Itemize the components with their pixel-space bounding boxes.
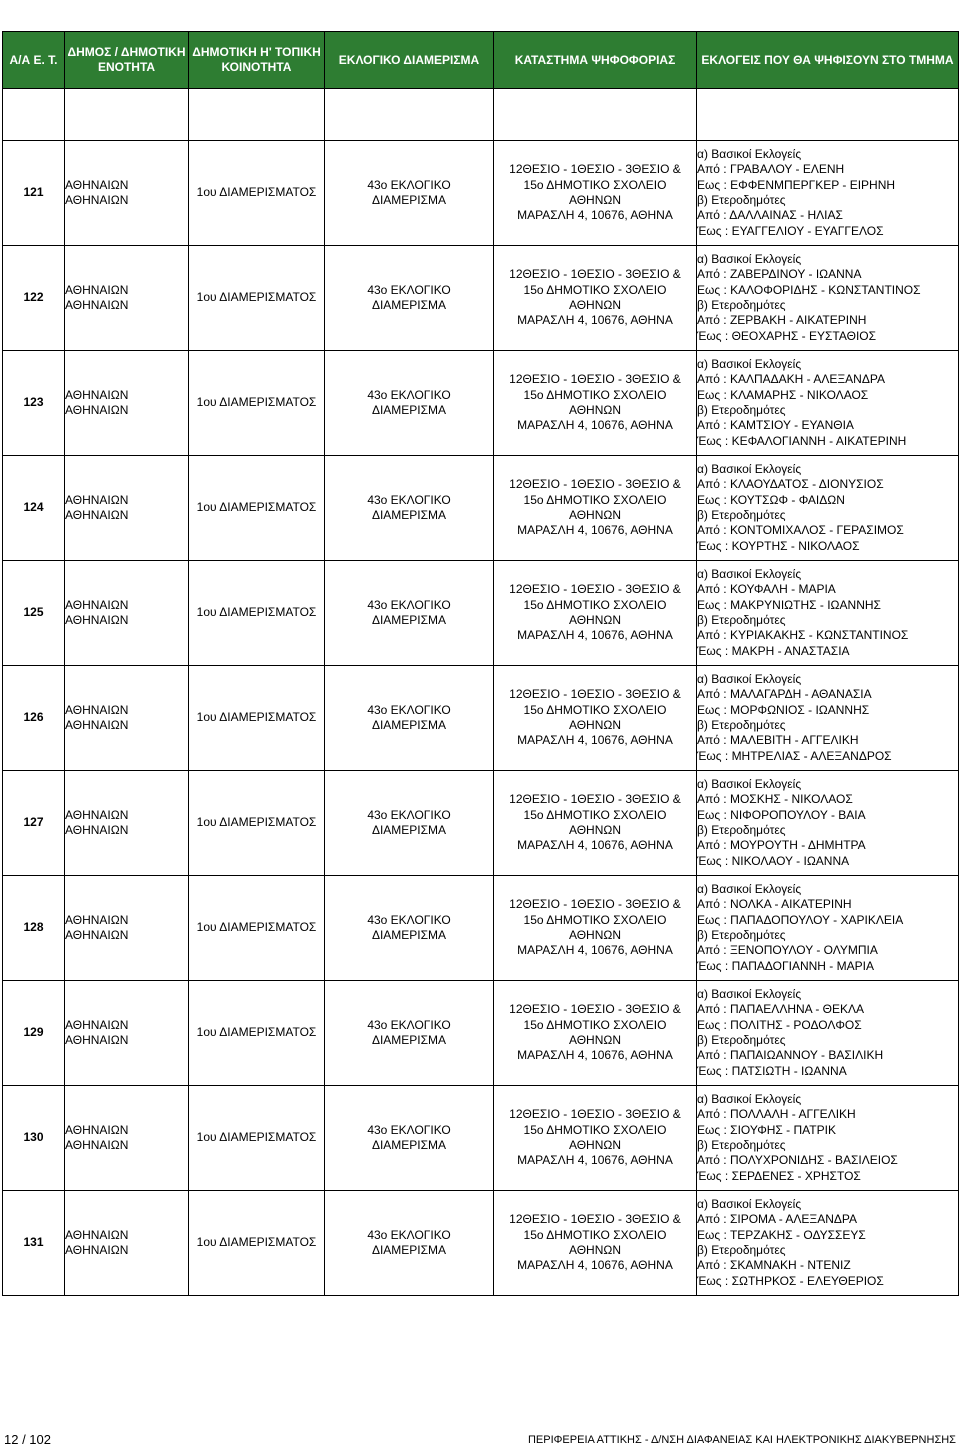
municipal-unit-name: ΑΘΗΝΑΙΩΝ	[65, 508, 129, 522]
voters-basic-to: Εως : ΤΕΡΖΑΚΗΣ - ΟΔΥΣΣΕΥΣ	[697, 1227, 866, 1242]
voters-cell	[697, 981, 959, 1086]
voters-other-label: β) Ετεροδημότες	[697, 928, 786, 942]
store-address: ΜΑΡΑΣΛΗ 4, 10676, ΑΘΗΝΑ	[517, 733, 673, 748]
community-cell: 1ου ΔΙΑΜΕΡΙΣΜΑΤΟΣ	[189, 981, 325, 1086]
store-line-2: 15ο ΔΗΜΟΤΙΚΟ ΣΧΟΛΕΙΟ	[523, 177, 667, 192]
store-line-1: 12ΘΕΣΙΟ - 1ΘΕΣΙΟ - 3ΘΕΣΙΟ &	[509, 1212, 681, 1227]
voters-basic-to: Εως : ΜΑΚΡΥΝΙΩΤΗΣ - ΙΩΑΝΝΗΣ	[697, 597, 881, 612]
table-row	[3, 771, 959, 876]
district-line-2: ΔΙΑΜΕΡΙΣΜΑ	[371, 1138, 447, 1152]
voters-other-from: Από : ΞΕΝΟΠΟΥΛΟΥ - ΟΛΥΜΠΙΑ	[697, 943, 878, 958]
voters-basic-from: Από : ΣΙΡΟΜΑ - ΑΛΕΞΑΝΔΡΑ	[697, 1212, 858, 1227]
spacer-cell	[65, 89, 189, 141]
voters-basic-label: α) Βασικοί Εκλογείς	[697, 146, 802, 161]
voters-basic-from: Από : ΓΡΑΒΑΛΟΥ - ΕΛΕΝΗ	[697, 162, 845, 177]
voters-other-to: Έως : ΠΑΠΑΔΟΓΙΑΝΝΗ - ΜΑΡΙΑ	[697, 958, 874, 973]
store-line-3: ΑΘΗΝΩΝ	[568, 298, 622, 312]
municipality-name: ΑΘΗΝΑΙΩΝ	[65, 387, 129, 402]
row-number: 128	[3, 876, 65, 981]
store-line-1: 12ΘΕΣΙΟ - 1ΘΕΣΙΟ - 3ΘΕΣΙΟ &	[509, 1107, 681, 1122]
store-line-2: 15ο ΔΗΜΟΤΙΚΟ ΣΧΟΛΕΙΟ	[523, 387, 667, 402]
row-number: 124	[3, 456, 65, 561]
voters-other-to: Έως : ΝΙΚΟΛΑΟΥ - ΙΩΑΝΝΑ	[697, 853, 850, 868]
voters-basic-to: Εως : ΚΛΑΜΑΡΗΣ - ΝΙΚΟΛΑΟΣ	[697, 387, 869, 402]
community-cell: 1ου ΔΙΑΜΕΡΙΣΜΑΤΟΣ	[189, 876, 325, 981]
voters-other-to: Έως : ΠΑΤΣΙΩΤΗ - ΙΩΑΝΝΑ	[697, 1063, 847, 1078]
voters-cell	[697, 876, 959, 981]
store-cell	[494, 981, 697, 1086]
voters-other-from: Από : ΜΑΛΕΒΙΤΗ - ΑΓΓΕΛΙΚΗ	[697, 733, 859, 748]
store-address: ΜΑΡΑΣΛΗ 4, 10676, ΑΘΗΝΑ	[517, 943, 673, 958]
store-line-2: 15ο ΔΗΜΟΤΙΚΟ ΣΧΟΛΕΙΟ	[523, 1122, 667, 1137]
district-cell	[325, 456, 494, 561]
district-cell	[325, 1191, 494, 1296]
table-row	[3, 351, 959, 456]
municipality-cell	[65, 666, 189, 771]
store-cell	[494, 246, 697, 351]
store-cell	[494, 1191, 697, 1296]
spacer-cell	[3, 89, 65, 141]
voters-basic-from: Από : ΠΑΠΑΕΛΛΗΝΑ - ΘΕΚΛΑ	[697, 1002, 865, 1017]
voters-cell	[697, 1086, 959, 1191]
voters-other-label: β) Ετεροδημότες	[697, 298, 786, 312]
municipality-name: ΑΘΗΝΑΙΩΝ	[65, 282, 129, 297]
voters-basic-label: α) Βασικοί Εκλογείς	[697, 461, 802, 476]
store-line-2: 15ο ΔΗΜΟΤΙΚΟ ΣΧΟΛΕΙΟ	[523, 597, 667, 612]
voters-other-from: Από : ΣΚΑΜΝΑΚΗ - ΝΤΕΝΙΖ	[697, 1258, 851, 1273]
municipal-unit-name: ΑΘΗΝΑΙΩΝ	[65, 1138, 129, 1152]
voters-cell	[697, 771, 959, 876]
district-line-2: ΔΙΑΜΕΡΙΣΜΑ	[371, 508, 447, 522]
table-body	[3, 141, 959, 1296]
voters-basic-from: Από : ΚΛΑΟΥΔΑΤΟΣ - ΔΙΟΝΥΣΙΟΣ	[697, 477, 884, 492]
voters-other-from: Από : ΠΟΛΥΧΡΟΝΙΔΗΣ - ΒΑΣΙΛΕΙΟΣ	[697, 1153, 898, 1168]
community-cell: 1ου ΔΙΑΜΕΡΙΣΜΑΤΟΣ	[189, 666, 325, 771]
store-line-2: 15ο ΔΗΜΟΤΙΚΟ ΣΧΟΛΕΙΟ	[523, 807, 667, 822]
store-line-1: 12ΘΕΣΙΟ - 1ΘΕΣΙΟ - 3ΘΕΣΙΟ &	[509, 897, 681, 912]
store-address: ΜΑΡΑΣΛΗ 4, 10676, ΑΘΗΝΑ	[517, 1258, 673, 1273]
voters-basic-from: Από : ΝΟΛΚΑ - ΑΙΚΑΤΕΡΙΝΗ	[697, 897, 852, 912]
municipal-unit-name: ΑΘΗΝΑΙΩΝ	[65, 613, 129, 627]
voters-other-label: β) Ετεροδημότες	[697, 1138, 786, 1152]
community-cell: 1ου ΔΙΑΜΕΡΙΣΜΑΤΟΣ	[189, 456, 325, 561]
municipality-cell	[65, 1086, 189, 1191]
district-line-1: 43ο ΕΚΛΟΓΙΚΟ	[367, 387, 451, 402]
district-line-2: ΔΙΑΜΕΡΙΣΜΑ	[371, 718, 447, 732]
district-line-2: ΔΙΑΜΕΡΙΣΜΑ	[371, 613, 447, 627]
municipality-cell	[65, 351, 189, 456]
municipal-unit-name: ΑΘΗΝΑΙΩΝ	[65, 718, 129, 732]
header-district: ΕΚΛΟΓΙΚΟ ΔΙΑΜΕΡΙΣΜΑ	[325, 32, 494, 89]
municipality-cell	[65, 246, 189, 351]
store-cell	[494, 666, 697, 771]
voters-other-label: β) Ετεροδημότες	[697, 508, 786, 522]
voters-basic-label: α) Βασικοί Εκλογείς	[697, 776, 802, 791]
store-cell	[494, 771, 697, 876]
voters-basic-from: Από : ΠΟΛΛΑΛΗ - ΑΓΓΕΛΙΚΗ	[697, 1107, 856, 1122]
voters-basic-to: Εως : ΚΟΥΤΣΩΦ - ΦΑΙΔΩΝ	[697, 492, 845, 507]
spacer-cell	[494, 89, 697, 141]
voters-basic-to: Εως : ΜΟΡΦΩΝΙΟΣ - ΙΩΑΝΝΗΣ	[697, 702, 870, 717]
district-line-1: 43ο ΕΚΛΟΓΙΚΟ	[367, 1227, 451, 1242]
store-line-2: 15ο ΔΗΜΟΤΙΚΟ ΣΧΟΛΕΙΟ	[523, 912, 667, 927]
municipal-unit-name: ΑΘΗΝΑΙΩΝ	[65, 298, 129, 312]
voters-other-label: β) Ετεροδημότες	[697, 403, 786, 417]
store-address: ΜΑΡΑΣΛΗ 4, 10676, ΑΘΗΝΑ	[517, 1048, 673, 1063]
voters-other-from: Από : ΠΑΠΑΙΩΑΝΝΟΥ - ΒΑΣΙΛΙΚΗ	[697, 1048, 884, 1063]
voters-basic-to: Εως : ΝΙΦΟΡΟΠΟΥΛΟΥ - ΒΑΙΑ	[697, 807, 866, 822]
spacer-cell	[325, 89, 494, 141]
voters-other-to: Έως : ΚΟΥΡΤΗΣ - ΝΙΚΟΛΑΟΣ	[697, 538, 860, 553]
row-number: 127	[3, 771, 65, 876]
municipal-unit-name: ΑΘΗΝΑΙΩΝ	[65, 403, 129, 417]
municipality-cell	[65, 876, 189, 981]
voters-other-to: Έως : ΜΗΤΡΕΛΙΑΣ - ΑΛΕΞΑΝΔΡΟΣ	[697, 748, 892, 763]
voters-basic-label: α) Βασικοί Εκλογείς	[697, 1091, 802, 1106]
municipality-name: ΑΘΗΝΑΙΩΝ	[65, 492, 129, 507]
district-cell	[325, 141, 494, 246]
store-line-2: 15ο ΔΗΜΟΤΙΚΟ ΣΧΟΛΕΙΟ	[523, 282, 667, 297]
municipality-cell	[65, 561, 189, 666]
table-row	[3, 246, 959, 351]
spacer-cell	[189, 89, 325, 141]
voters-basic-to: Εως : ΕΦΦΕΝΜΠΕΡΓΚΕΡ - ΕΙΡΗΝΗ	[697, 177, 896, 192]
voters-basic-label: α) Βασικοί Εκλογείς	[697, 251, 802, 266]
polling-stations-table	[2, 31, 959, 1296]
municipality-name: ΑΘΗΝΑΙΩΝ	[65, 177, 129, 192]
municipal-unit-name: ΑΘΗΝΑΙΩΝ	[65, 193, 129, 207]
store-cell	[494, 561, 697, 666]
page-number: 12 / 102	[4, 1432, 51, 1447]
store-line-2: 15ο ΔΗΜΟΤΙΚΟ ΣΧΟΛΕΙΟ	[523, 1227, 667, 1242]
municipality-cell	[65, 981, 189, 1086]
district-line-1: 43ο ΕΚΛΟΓΙΚΟ	[367, 1017, 451, 1032]
header-store: ΚΑΤΑΣΤΗΜΑ ΨΗΦΟΦΟΡΙΑΣ	[494, 32, 697, 89]
municipality-cell	[65, 1191, 189, 1296]
municipality-name: ΑΘΗΝΑΙΩΝ	[65, 912, 129, 927]
table-row	[3, 1086, 959, 1191]
voters-other-label: β) Ετεροδημότες	[697, 823, 786, 837]
community-cell: 1ου ΔΙΑΜΕΡΙΣΜΑΤΟΣ	[189, 141, 325, 246]
voters-basic-to: Εως : ΚΑΛΟΦΟΡΙΔΗΣ - ΚΩΝΣΤΑΝΤΙΝΟΣ	[697, 282, 921, 297]
district-line-2: ΔΙΑΜΕΡΙΣΜΑ	[371, 403, 447, 417]
store-cell	[494, 141, 697, 246]
municipality-name: ΑΘΗΝΑΙΩΝ	[65, 597, 129, 612]
district-line-1: 43ο ΕΚΛΟΓΙΚΟ	[367, 702, 451, 717]
voters-other-from: Από : ΚΥΡΙΑΚΑΚΗΣ - ΚΩΝΣΤΑΝΤΙΝΟΣ	[697, 628, 909, 643]
voters-basic-from: Από : ΜΟΣΚΗΣ - ΝΙΚΟΛΑΟΣ	[697, 792, 853, 807]
store-line-3: ΑΘΗΝΩΝ	[568, 1243, 622, 1257]
municipality-name: ΑΘΗΝΑΙΩΝ	[65, 1122, 129, 1137]
district-cell	[325, 561, 494, 666]
store-line-3: ΑΘΗΝΩΝ	[568, 718, 622, 732]
voters-basic-to: Εως : ΣΙΟΥΦΗΣ - ΠΑΤΡΙΚ	[697, 1122, 836, 1137]
store-line-2: 15ο ΔΗΜΟΤΙΚΟ ΣΧΟΛΕΙΟ	[523, 702, 667, 717]
table-row	[3, 561, 959, 666]
voters-basic-label: α) Βασικοί Εκλογείς	[697, 671, 802, 686]
voters-cell	[697, 666, 959, 771]
community-cell: 1ου ΔΙΑΜΕΡΙΣΜΑΤΟΣ	[189, 561, 325, 666]
community-cell: 1ου ΔΙΑΜΕΡΙΣΜΑΤΟΣ	[189, 351, 325, 456]
district-cell	[325, 981, 494, 1086]
voters-cell	[697, 561, 959, 666]
store-line-1: 12ΘΕΣΙΟ - 1ΘΕΣΙΟ - 3ΘΕΣΙΟ &	[509, 687, 681, 702]
voters-basic-from: Από : ΚΟΥΦΑΛΗ - ΜΑΡΙΑ	[697, 582, 836, 597]
voters-cell	[697, 141, 959, 246]
voters-other-to: Έως : ΕΥΑΓΓΕΛΙΟΥ - ΕΥΑΓΓΕΛΟΣ	[697, 223, 884, 238]
district-line-2: ΔΙΑΜΕΡΙΣΜΑ	[371, 1243, 447, 1257]
municipality-name: ΑΘΗΝΑΙΩΝ	[65, 1227, 129, 1242]
municipality-name: ΑΘΗΝΑΙΩΝ	[65, 702, 129, 717]
store-address: ΜΑΡΑΣΛΗ 4, 10676, ΑΘΗΝΑ	[517, 313, 673, 328]
voters-other-to: Έως : ΘΕΟΧΑΡΗΣ - ΕΥΣΤΑΘΙΟΣ	[697, 328, 877, 343]
district-cell	[325, 246, 494, 351]
voters-other-from: Από : ΚΑΜΤΣΙΟΥ - ΕΥΑΝΘΙΑ	[697, 418, 854, 433]
store-line-2: 15ο ΔΗΜΟΤΙΚΟ ΣΧΟΛΕΙΟ	[523, 492, 667, 507]
store-address: ΜΑΡΑΣΛΗ 4, 10676, ΑΘΗΝΑ	[517, 1153, 673, 1168]
store-line-1: 12ΘΕΣΙΟ - 1ΘΕΣΙΟ - 3ΘΕΣΙΟ &	[509, 477, 681, 492]
store-line-3: ΑΘΗΝΩΝ	[568, 1033, 622, 1047]
row-number: 122	[3, 246, 65, 351]
store-line-2: 15ο ΔΗΜΟΤΙΚΟ ΣΧΟΛΕΙΟ	[523, 1017, 667, 1032]
table-header	[3, 32, 959, 141]
header-voters: ΕΚΛΟΓΕΙΣ ΠΟΥ ΘΑ ΨΗΦΙΣΟΥΝ ΣΤΟ ΤΜΗΜΑ	[697, 32, 959, 89]
voters-cell	[697, 456, 959, 561]
district-line-2: ΔΙΑΜΕΡΙΣΜΑ	[371, 298, 447, 312]
store-address: ΜΑΡΑΣΛΗ 4, 10676, ΑΘΗΝΑ	[517, 208, 673, 223]
store-line-3: ΑΘΗΝΩΝ	[568, 928, 622, 942]
district-line-2: ΔΙΑΜΕΡΙΣΜΑ	[371, 928, 447, 942]
voters-basic-from: Από : ΜΑΛΑΓΑΡΔΗ - ΑΘΑΝΑΣΙΑ	[697, 687, 872, 702]
municipal-unit-name: ΑΘΗΝΑΙΩΝ	[65, 928, 129, 942]
row-number: 129	[3, 981, 65, 1086]
store-line-3: ΑΘΗΝΩΝ	[568, 508, 622, 522]
district-line-1: 43ο ΕΚΛΟΓΙΚΟ	[367, 807, 451, 822]
store-cell	[494, 1086, 697, 1191]
municipality-name: ΑΘΗΝΑΙΩΝ	[65, 1017, 129, 1032]
header-spacer-row	[3, 89, 959, 141]
table-row	[3, 876, 959, 981]
store-line-1: 12ΘΕΣΙΟ - 1ΘΕΣΙΟ - 3ΘΕΣΙΟ &	[509, 582, 681, 597]
spacer-cell	[697, 89, 959, 141]
header-municipality: ΔΗΜΟΣ / ΔΗΜΟΤΙΚΗ ΕΝΟΤΗΤΑ	[65, 32, 189, 89]
community-cell: 1ου ΔΙΑΜΕΡΙΣΜΑΤΟΣ	[189, 1086, 325, 1191]
store-address: ΜΑΡΑΣΛΗ 4, 10676, ΑΘΗΝΑ	[517, 418, 673, 433]
municipal-unit-name: ΑΘΗΝΑΙΩΝ	[65, 1243, 129, 1257]
voters-other-to: Έως : ΣΩΤΗΡΚΟΣ - ΕΛΕΥΘΕΡΙΟΣ	[697, 1273, 884, 1288]
store-line-1: 12ΘΕΣΙΟ - 1ΘΕΣΙΟ - 3ΘΕΣΙΟ &	[509, 162, 681, 177]
community-cell: 1ου ΔΙΑΜΕΡΙΣΜΑΤΟΣ	[189, 771, 325, 876]
row-number: 130	[3, 1086, 65, 1191]
municipality-cell	[65, 771, 189, 876]
district-line-1: 43ο ΕΚΛΟΓΙΚΟ	[367, 1122, 451, 1137]
table-row	[3, 666, 959, 771]
voters-other-from: Από : ΜΟΥΡΟΥΤΗ - ΔΗΜΗΤΡΑ	[697, 838, 866, 853]
voters-basic-label: α) Βασικοί Εκλογείς	[697, 986, 802, 1001]
district-cell	[325, 351, 494, 456]
municipal-unit-name: ΑΘΗΝΑΙΩΝ	[65, 1033, 129, 1047]
district-cell	[325, 1086, 494, 1191]
store-line-3: ΑΘΗΝΩΝ	[568, 193, 622, 207]
store-line-1: 12ΘΕΣΙΟ - 1ΘΕΣΙΟ - 3ΘΕΣΙΟ &	[509, 372, 681, 387]
district-line-2: ΔΙΑΜΕΡΙΣΜΑ	[371, 823, 447, 837]
voters-basic-from: Από : ΖΑΒΕΡΔΙΝΟΥ - ΙΩΑΝΝΑ	[697, 267, 862, 282]
municipality-cell	[65, 456, 189, 561]
voters-basic-to: Εως : ΠΟΛΙΤΗΣ - ΡΟΔΟΛΦΟΣ	[697, 1017, 862, 1032]
voters-basic-to: Εως : ΠΑΠΑΔΟΠΟΥΛΟΥ - ΧΑΡΙΚΛΕΙΑ	[697, 912, 904, 927]
district-line-1: 43ο ΕΚΛΟΓΙΚΟ	[367, 597, 451, 612]
voters-other-to: Έως : ΣΕΡΔΕΝΕΣ - ΧΡΗΣΤΟΣ	[697, 1168, 861, 1183]
voters-basic-label: α) Βασικοί Εκλογείς	[697, 566, 802, 581]
footer-organization: ΠΕΡΙΦΕΡΕΙΑ ΑΤΤΙΚΗΣ - Δ/ΝΣΗ ΔΙΑΦΑΝΕΙΑΣ ΚΑΙ ΗΛΕΚΤΡΟΝΙΚΗΣ ΔΙΑΚΥΒΕΡΝΗΣΗΣ	[527, 1434, 956, 1446]
voters-other-label: β) Ετεροδημότες	[697, 613, 786, 627]
district-line-2: ΔΙΑΜΕΡΙΣΜΑ	[371, 193, 447, 207]
voters-other-from: Από : ΖΕΡΒΑΚΗ - ΑΙΚΑΤΕΡΙΝΗ	[697, 313, 867, 328]
store-line-3: ΑΘΗΝΩΝ	[568, 823, 622, 837]
voters-other-from: Από : ΚΟΝΤΟΜΙΧΑΛΟΣ - ΓΕΡΑΣΙΜΟΣ	[697, 523, 904, 538]
voters-basic-from: Από : ΚΑΛΠΑΔΑΚΗ - ΑΛΕΞΑΝΔΡΑ	[697, 372, 885, 387]
voters-cell	[697, 246, 959, 351]
community-cell: 1ου ΔΙΑΜΕΡΙΣΜΑΤΟΣ	[189, 246, 325, 351]
store-line-1: 12ΘΕΣΙΟ - 1ΘΕΣΙΟ - 3ΘΕΣΙΟ &	[509, 792, 681, 807]
store-address: ΜΑΡΑΣΛΗ 4, 10676, ΑΘΗΝΑ	[517, 523, 673, 538]
table-row	[3, 141, 959, 246]
row-number: 126	[3, 666, 65, 771]
municipality-cell	[65, 141, 189, 246]
district-line-1: 43ο ΕΚΛΟΓΙΚΟ	[367, 912, 451, 927]
district-cell	[325, 876, 494, 981]
store-line-1: 12ΘΕΣΙΟ - 1ΘΕΣΙΟ - 3ΘΕΣΙΟ &	[509, 1002, 681, 1017]
voters-other-label: β) Ετεροδημότες	[697, 193, 786, 207]
voters-other-from: Από : ΔΑΛΛΑΙΝΑΣ - ΗΛΙΑΣ	[697, 208, 843, 223]
store-line-1: 12ΘΕΣΙΟ - 1ΘΕΣΙΟ - 3ΘΕΣΙΟ &	[509, 267, 681, 282]
district-line-1: 43ο ΕΚΛΟΓΙΚΟ	[367, 282, 451, 297]
table-row	[3, 456, 959, 561]
store-line-3: ΑΘΗΝΩΝ	[568, 403, 622, 417]
district-cell	[325, 771, 494, 876]
header-aa: Α/Α Ε. Τ.	[3, 32, 65, 89]
row-number: 125	[3, 561, 65, 666]
voters-basic-label: α) Βασικοί Εκλογείς	[697, 356, 802, 371]
voters-basic-label: α) Βασικοί Εκλογείς	[697, 881, 802, 896]
voters-other-to: Έως : ΜΑΚΡΗ - ΑΝΑΣΤΑΣΙΑ	[697, 643, 850, 658]
store-address: ΜΑΡΑΣΛΗ 4, 10676, ΑΘΗΝΑ	[517, 838, 673, 853]
table-row	[3, 981, 959, 1086]
store-line-3: ΑΘΗΝΩΝ	[568, 1138, 622, 1152]
store-address: ΜΑΡΑΣΛΗ 4, 10676, ΑΘΗΝΑ	[517, 628, 673, 643]
store-cell	[494, 351, 697, 456]
row-number: 131	[3, 1191, 65, 1296]
voters-other-label: β) Ετεροδημότες	[697, 1243, 786, 1257]
voters-cell	[697, 351, 959, 456]
store-line-3: ΑΘΗΝΩΝ	[568, 613, 622, 627]
store-cell	[494, 456, 697, 561]
voters-other-label: β) Ετεροδημότες	[697, 718, 786, 732]
row-number: 121	[3, 141, 65, 246]
voters-other-label: β) Ετεροδημότες	[697, 1033, 786, 1047]
store-cell	[494, 876, 697, 981]
community-cell: 1ου ΔΙΑΜΕΡΙΣΜΑΤΟΣ	[189, 1191, 325, 1296]
district-line-2: ΔΙΑΜΕΡΙΣΜΑ	[371, 1033, 447, 1047]
district-line-1: 43ο ΕΚΛΟΓΙΚΟ	[367, 492, 451, 507]
voters-cell	[697, 1191, 959, 1296]
district-line-1: 43ο ΕΚΛΟΓΙΚΟ	[367, 177, 451, 192]
row-number: 123	[3, 351, 65, 456]
municipal-unit-name: ΑΘΗΝΑΙΩΝ	[65, 823, 129, 837]
voters-other-to: Έως : ΚΕΦΑΛΟΓΙΑΝΝΗ - ΑΙΚΑΤΕΡΙΝΗ	[697, 433, 907, 448]
table-row	[3, 1191, 959, 1296]
district-cell	[325, 666, 494, 771]
voters-basic-label: α) Βασικοί Εκλογείς	[697, 1196, 802, 1211]
header-community: ΔΗΜΟΤΙΚΗ Η' ΤΟΠΙΚΗ ΚΟΙΝΟΤΗΤΑ	[189, 32, 325, 89]
municipality-name: ΑΘΗΝΑΙΩΝ	[65, 807, 129, 822]
